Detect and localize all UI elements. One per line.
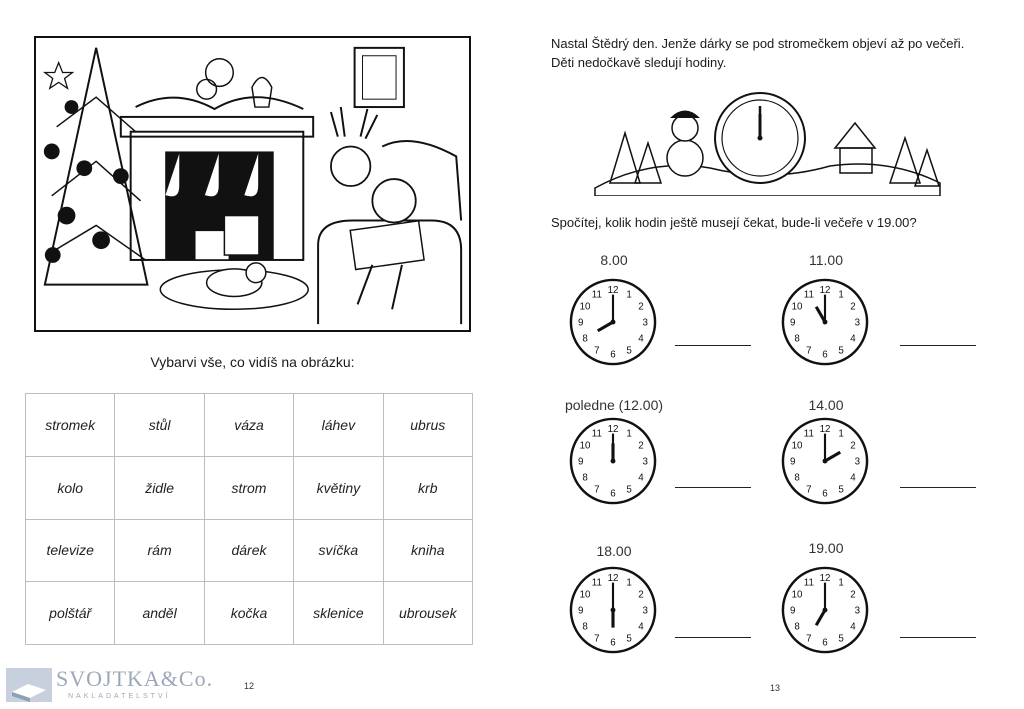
svg-text:5: 5: [838, 345, 844, 357]
clock-time-label: 18.00: [596, 543, 632, 559]
svg-text:10: 10: [791, 589, 803, 601]
svg-text:3: 3: [854, 605, 861, 617]
word-cell: láhev: [294, 394, 383, 457]
svg-text:4: 4: [850, 621, 856, 633]
coloring-illustration: [34, 36, 471, 332]
svg-text:4: 4: [638, 472, 644, 484]
word-cell: váza: [204, 394, 293, 457]
word-cell: židle: [115, 456, 204, 519]
page-number-left: 12: [244, 681, 255, 691]
analog-clock-icon: [780, 416, 870, 506]
svg-text:3: 3: [642, 605, 649, 617]
answer-line[interactable]: [900, 487, 976, 488]
svg-text:9: 9: [789, 317, 796, 329]
svg-text:5: 5: [838, 484, 844, 496]
svg-text:9: 9: [789, 605, 796, 617]
svg-text:2: 2: [850, 589, 856, 601]
svg-text:12: 12: [607, 285, 619, 297]
christmas-room-picture: [36, 38, 469, 330]
word-cell: anděl: [115, 582, 204, 645]
word-cell: krb: [383, 456, 472, 519]
svg-text:2: 2: [638, 589, 644, 601]
svg-text:12: 12: [607, 573, 619, 585]
publisher-name: SVOJTKA&Co.: [56, 666, 214, 691]
svg-text:12: 12: [819, 573, 831, 585]
word-cell: dárek: [204, 519, 293, 582]
publisher-subtitle: NAKLADATELSTVÍ: [68, 693, 171, 700]
svg-text:6: 6: [610, 488, 616, 500]
svg-text:7: 7: [806, 484, 812, 496]
svg-text:8: 8: [582, 472, 588, 484]
analog-clock-icon: [780, 277, 870, 367]
clock-time-label: 19.00: [808, 540, 844, 556]
svg-text:7: 7: [806, 345, 812, 357]
svg-text:8: 8: [582, 621, 588, 633]
word-table: [25, 393, 473, 645]
answer-line[interactable]: [675, 637, 751, 638]
coloring-instruction: Vybarvi vše, co vidíš na obrázku:: [150, 354, 355, 370]
svg-text:10: 10: [579, 440, 591, 452]
svg-text:5: 5: [626, 345, 632, 357]
svg-text:5: 5: [838, 633, 844, 645]
question-text: Spočítej, kolik hodin ještě musejí čekat, bude-li večeře v 19.00?: [551, 215, 917, 230]
word-cell: rám: [115, 519, 204, 582]
word-cell: ubrousek: [383, 582, 472, 645]
svg-text:3: 3: [642, 317, 649, 329]
svg-text:12: 12: [819, 285, 831, 297]
svg-text:12: 12: [607, 424, 619, 436]
winter-scene: [590, 88, 945, 196]
clock-time-label: 8.00: [600, 252, 628, 268]
word-row: [26, 394, 473, 457]
answer-line[interactable]: [675, 487, 751, 488]
svg-text:12: 12: [819, 424, 831, 436]
publisher-logo: [6, 666, 214, 706]
svg-text:3: 3: [642, 456, 649, 468]
svg-text:7: 7: [806, 633, 812, 645]
svg-text:1: 1: [626, 577, 632, 589]
svg-text:3: 3: [854, 456, 861, 468]
svg-text:1: 1: [838, 428, 844, 440]
svg-text:8: 8: [794, 472, 800, 484]
word-row: [26, 582, 473, 645]
page-number-right: 13: [770, 683, 781, 693]
intro-line-1: Nastal Štědrý den. Jenže dárky se pod stromečkem objeví až po večeři.: [551, 36, 965, 51]
word-cell: svíčka: [294, 519, 383, 582]
clock-time-label: 14.00: [808, 397, 844, 413]
svg-text:5: 5: [626, 484, 632, 496]
svg-text:10: 10: [791, 440, 803, 452]
word-cell: ubrus: [383, 394, 472, 457]
svg-text:5: 5: [626, 633, 632, 645]
svg-text:6: 6: [610, 349, 616, 361]
svg-text:10: 10: [579, 301, 591, 313]
svg-text:9: 9: [789, 456, 796, 468]
clock-time-label: poledne (12.00): [564, 397, 664, 413]
svg-text:9: 9: [577, 317, 584, 329]
svg-text:4: 4: [850, 472, 856, 484]
svg-text:7: 7: [594, 345, 600, 357]
analog-clock-icon: [568, 416, 658, 506]
svg-text:8: 8: [582, 333, 588, 345]
analog-clock-icon: [568, 277, 658, 367]
svg-text:9: 9: [577, 456, 584, 468]
svg-text:8: 8: [794, 333, 800, 345]
analog-clock-icon: [780, 565, 870, 655]
word-cell: kolo: [26, 456, 115, 519]
svg-text:11: 11: [803, 289, 814, 301]
word-row: [26, 456, 473, 519]
word-cell: květiny: [294, 456, 383, 519]
svg-text:2: 2: [638, 301, 644, 313]
intro-line-2: Děti nedočkavě sledují hodiny.: [551, 55, 727, 70]
analog-clock-icon: [568, 565, 658, 655]
svg-text:1: 1: [626, 289, 632, 301]
svg-text:4: 4: [638, 333, 644, 345]
clock-time-label: 11.00: [809, 252, 843, 268]
svg-text:2: 2: [638, 440, 644, 452]
story-intro: [551, 34, 1001, 72]
svg-text:6: 6: [822, 637, 828, 649]
answer-line[interactable]: [900, 637, 976, 638]
svg-text:6: 6: [822, 349, 828, 361]
word-cell: strom: [204, 456, 293, 519]
svg-text:11: 11: [591, 428, 602, 440]
svg-text:8: 8: [794, 621, 800, 633]
word-cell: televize: [26, 519, 115, 582]
svg-text:2: 2: [850, 301, 856, 313]
svg-text:7: 7: [594, 633, 600, 645]
word-cell: stromek: [26, 394, 115, 457]
svg-text:11: 11: [803, 428, 814, 440]
svg-text:1: 1: [838, 577, 844, 589]
svg-text:7: 7: [594, 484, 600, 496]
svg-text:4: 4: [638, 621, 644, 633]
svg-text:4: 4: [850, 333, 856, 345]
svg-text:9: 9: [577, 605, 584, 617]
svg-text:2: 2: [850, 440, 856, 452]
winter-village-clock-picture: [590, 88, 945, 196]
word-cell: kočka: [204, 582, 293, 645]
answer-line[interactable]: [900, 345, 976, 346]
answer-line[interactable]: [675, 345, 751, 346]
svg-text:6: 6: [822, 488, 828, 500]
word-cell: sklenice: [294, 582, 383, 645]
svg-text:11: 11: [591, 577, 602, 589]
svg-text:10: 10: [579, 589, 591, 601]
word-cell: kniha: [383, 519, 472, 582]
svg-text:1: 1: [838, 289, 844, 301]
svg-text:10: 10: [791, 301, 803, 313]
word-row: [26, 519, 473, 582]
svg-text:6: 6: [610, 637, 616, 649]
open-book-logo-icon: [6, 668, 52, 702]
svg-text:1: 1: [626, 428, 632, 440]
svg-text:3: 3: [854, 317, 861, 329]
word-cell: stůl: [115, 394, 204, 457]
svg-text:11: 11: [591, 289, 602, 301]
word-cell: polštář: [26, 582, 115, 645]
svg-text:11: 11: [803, 577, 814, 589]
